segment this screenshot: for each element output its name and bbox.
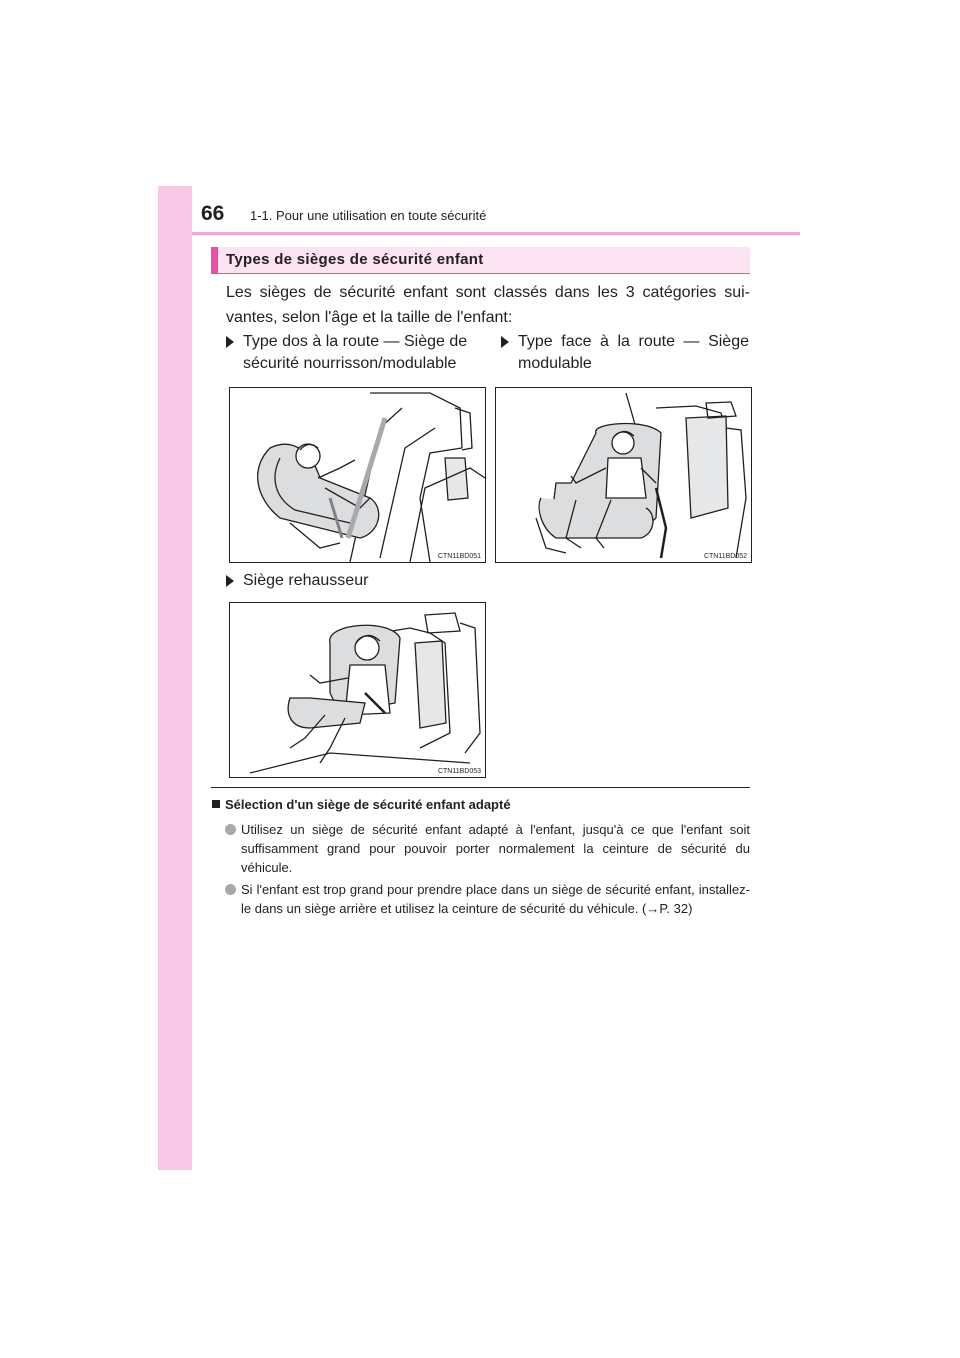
header-rule [192,232,800,235]
booster-seat-illustration [229,602,486,778]
section-title: Types de sièges de sécurité enfant [226,251,484,268]
figure-code: CTN11BD052 [703,553,747,560]
square-bullet-icon [212,800,220,808]
page-reference-link[interactable]: →P. 32 [646,901,689,916]
page-number: 66 [201,202,225,225]
figure-label-rear-facing: Type dos à la route — Siège de sécurité nourrisson/modulable [226,331,484,375]
figure-label-booster: Siège rehausseur [226,570,484,592]
triangle-bullet-icon [501,336,509,348]
figure-code: CTN11BD051 [437,553,481,560]
chapter-title: 1-1. Pour une utilisation en toute sécurité [250,208,487,223]
figure-code: CTN11BD053 [437,768,481,775]
circle-bullet-icon [225,824,236,835]
list-item: Si l'enfant est trop grand pour prendre place dans un siège de sécurité enfant, installez-le dans un siège arrière et utilisez la ceinture de sécurité du véhicule. (→P. 32) [225,880,750,918]
intro-paragraph: Les sièges de sécurité enfant sont classés dans les 3 catégories sui-vantes, selon l'âge et la taille de l'enfant: [226,284,750,326]
list-item: Utilisez un siège de sécurité enfant adapté à l'enfant, jusqu'à ce que l'enfant soit suffisamment grand pour pouvoir porter normalement la ceinture de sécurité du véhicule. [225,820,750,877]
side-tab-band [158,186,192,1170]
rear-facing-seat-illustration [229,387,486,563]
section-accent-bar [211,247,218,273]
section-underline [211,273,750,274]
triangle-bullet-icon [226,336,234,348]
figure-label-forward-facing: Type face à la route — Siège modulable [501,331,749,375]
section-heading [211,247,750,273]
circle-bullet-icon [225,884,236,895]
section-divider [211,787,750,788]
forward-facing-seat-illustration [495,387,752,563]
triangle-bullet-icon [226,575,234,587]
subsection-heading: Sélection d'un siège de sécurité enfant adapté [212,797,511,812]
